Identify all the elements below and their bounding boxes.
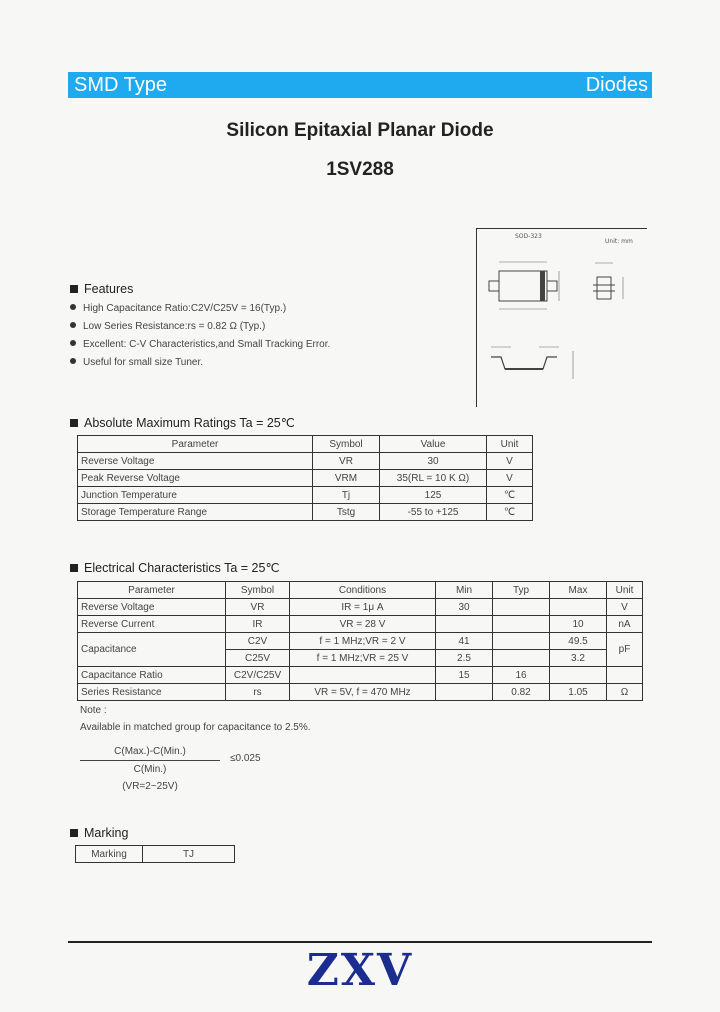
formula-denominator: C(Min.) xyxy=(133,764,167,775)
table-cell xyxy=(550,599,607,616)
column-header: Min xyxy=(436,582,493,599)
table-cell xyxy=(436,684,493,701)
feature-item: Useful for small size Tuner. xyxy=(70,357,203,368)
table-cell: Junction Temperature xyxy=(78,487,313,504)
table-row xyxy=(76,846,235,863)
table-header-row xyxy=(78,436,533,453)
formula-limit: ≤0.025 xyxy=(230,753,261,764)
table-cell: f = 1 MHz;VR = 25 V xyxy=(290,650,436,667)
feature-item: Excellent: C-V Characteristics,and Small Tracking Error. xyxy=(70,339,330,350)
category-label: SMD Type xyxy=(74,74,167,96)
table-cell xyxy=(436,616,493,633)
table-cell: V xyxy=(487,470,533,487)
marking-value: TJ xyxy=(143,846,235,863)
bullet-icon xyxy=(70,340,76,346)
company-logo: ZXV xyxy=(306,945,414,996)
table-cell: VR xyxy=(226,599,290,616)
table-cell: ℃ xyxy=(487,504,533,521)
table-cell: VR = 28 V xyxy=(290,616,436,633)
column-header: Max xyxy=(550,582,607,599)
footer-divider xyxy=(68,941,652,943)
column-header: Conditions xyxy=(290,582,436,599)
table-row xyxy=(78,504,533,521)
column-header: Symbol xyxy=(226,582,290,599)
table-cell: VR xyxy=(313,453,380,470)
marking-table xyxy=(75,845,235,863)
table-cell: V xyxy=(607,599,643,616)
table-cell xyxy=(290,667,436,684)
product-type-label: Diodes xyxy=(585,74,648,96)
feature-item: High Capacitance Ratio:C2V/C25V = 16(Typ.) xyxy=(70,303,286,314)
table-cell: 10 xyxy=(550,616,607,633)
table-cell: Storage Temperature Range xyxy=(78,504,313,521)
table-cell: VR = 5V, f = 470 MHz xyxy=(290,684,436,701)
square-bullet-icon xyxy=(70,285,78,293)
table-cell: 49.5 xyxy=(550,633,607,650)
abs-max-table xyxy=(77,435,533,521)
table-cell: 41 xyxy=(436,633,493,650)
table-header-row xyxy=(78,582,643,599)
formula-divider xyxy=(80,760,220,761)
table-cell: Series Resistance xyxy=(78,684,226,701)
page-title: Silicon Epitaxial Planar Diode xyxy=(226,120,494,141)
note-label: Note : xyxy=(80,705,107,716)
table-cell: pF xyxy=(607,633,643,667)
marking-label: Marking xyxy=(76,846,143,863)
bullet-icon xyxy=(70,322,76,328)
table-cell: C25V xyxy=(226,650,290,667)
table-cell: 125 xyxy=(380,487,487,504)
table-cell: Tstg xyxy=(313,504,380,521)
table-cell: V xyxy=(487,453,533,470)
column-header: Parameter xyxy=(78,436,313,453)
table-cell: 30 xyxy=(436,599,493,616)
table-cell: rs xyxy=(226,684,290,701)
table-cell: ℃ xyxy=(487,487,533,504)
table-cell: Reverse Current xyxy=(78,616,226,633)
table-cell xyxy=(493,616,550,633)
table-row xyxy=(78,599,643,616)
table-cell: nA xyxy=(607,616,643,633)
table-cell: Capacitance xyxy=(78,633,226,667)
elec-char-table xyxy=(77,581,643,701)
feature-item: Low Series Resistance:rs = 0.82 Ω (Typ.) xyxy=(70,321,265,332)
column-header: Typ xyxy=(493,582,550,599)
table-cell xyxy=(607,667,643,684)
bullet-icon xyxy=(70,304,76,310)
table-cell: Peak Reverse Voltage xyxy=(78,470,313,487)
table-row xyxy=(78,470,533,487)
formula-condition: (VR=2~25V) xyxy=(122,781,178,792)
table-cell: C2V xyxy=(226,633,290,650)
table-cell: Reverse Voltage xyxy=(78,599,226,616)
square-bullet-icon xyxy=(70,419,78,427)
table-cell: C2V/C25V xyxy=(226,667,290,684)
table-cell: Ω xyxy=(607,684,643,701)
bullet-icon xyxy=(70,358,76,364)
package-label: SOD-323 xyxy=(515,233,542,240)
column-header: Unit xyxy=(487,436,533,453)
table-row xyxy=(78,487,533,504)
table-row xyxy=(78,667,643,684)
part-number: 1SV288 xyxy=(326,159,394,180)
table-cell: 35(RL = 10 K Ω) xyxy=(380,470,487,487)
square-bullet-icon xyxy=(70,564,78,572)
table-cell: 15 xyxy=(436,667,493,684)
table-row xyxy=(78,616,643,633)
table-cell: IR xyxy=(226,616,290,633)
table-cell: 2.5 xyxy=(436,650,493,667)
table-cell xyxy=(550,667,607,684)
header-banner xyxy=(68,72,652,98)
note-text: Available in matched group for capacitance to 2.5%. xyxy=(80,722,311,733)
table-cell: Tj xyxy=(313,487,380,504)
table-cell: 1.05 xyxy=(550,684,607,701)
elec-heading: Electrical Characteristics Ta = 25℃ xyxy=(70,560,279,575)
table-row xyxy=(78,633,643,650)
marking-heading: Marking xyxy=(70,826,128,840)
table-cell: 3.2 xyxy=(550,650,607,667)
package-diagram xyxy=(476,228,647,407)
table-cell: 30 xyxy=(380,453,487,470)
unit-label: Unit: mm xyxy=(605,238,633,245)
table-cell xyxy=(493,633,550,650)
table-cell: Reverse Voltage xyxy=(78,453,313,470)
column-header: Unit xyxy=(607,582,643,599)
table-cell: 0.82 xyxy=(493,684,550,701)
table-row xyxy=(78,684,643,701)
table-cell: Capacitance Ratio xyxy=(78,667,226,684)
column-header: Symbol xyxy=(313,436,380,453)
table-row xyxy=(78,453,533,470)
package-outline-drawing xyxy=(477,229,647,407)
column-header: Value xyxy=(380,436,487,453)
square-bullet-icon xyxy=(70,829,78,837)
abs-max-heading: Absolute Maximum Ratings Ta = 25℃ xyxy=(70,415,295,430)
features-heading: Features xyxy=(70,282,133,296)
formula-numerator: C(Max.)-C(Min.) xyxy=(114,746,186,757)
table-cell: IR = 1μ A xyxy=(290,599,436,616)
table-cell: 16 xyxy=(493,667,550,684)
table-cell xyxy=(493,650,550,667)
table-cell: -55 to +125 xyxy=(380,504,487,521)
table-cell xyxy=(493,599,550,616)
column-header: Parameter xyxy=(78,582,226,599)
table-cell: VRM xyxy=(313,470,380,487)
table-cell: f = 1 MHz;VR = 2 V xyxy=(290,633,436,650)
